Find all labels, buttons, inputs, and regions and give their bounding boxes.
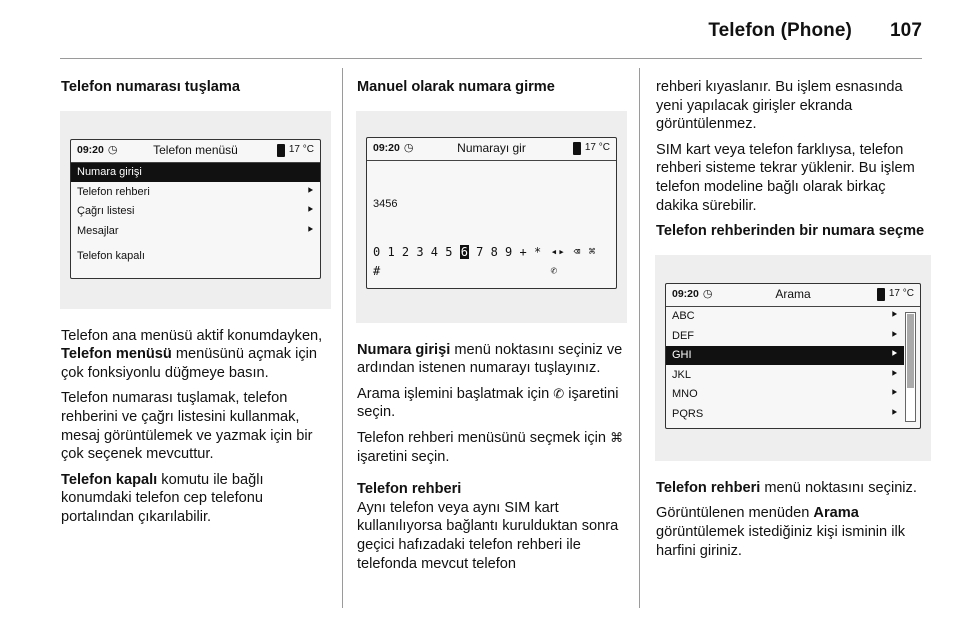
clock-time: 09:20 bbox=[672, 288, 699, 301]
chevron-right-icon: ⯈ bbox=[306, 185, 314, 197]
menu-item-label: Çağrı listesi bbox=[77, 205, 135, 218]
text: işaretini seçin. bbox=[357, 448, 450, 465]
clock-time: 09:20 bbox=[77, 144, 104, 157]
chevron-right-icon: ⯈ bbox=[306, 224, 314, 236]
temperature-value: 17 °C bbox=[288, 144, 314, 156]
column-3 bbox=[656, 78, 931, 567]
text: Arama işlemini başlatmak için bbox=[357, 385, 554, 402]
section-heading-manual: Manuel olarak numara girme bbox=[357, 79, 555, 95]
status-bar bbox=[367, 138, 616, 161]
column-2 bbox=[357, 78, 627, 580]
scrollbar-thumb[interactable] bbox=[907, 314, 914, 388]
screenshot-phone-menu bbox=[60, 111, 331, 309]
paragraph: Aynı telefon veya aynı SIM kart kullanılıyorsa bağlantı kurulduktan sonra geçici hafızadaki telefon rehberi ile telefonda mevcut telefon bbox=[357, 499, 619, 572]
page-number: 107 bbox=[889, 20, 922, 41]
menu-item[interactable] bbox=[666, 326, 904, 346]
menu-item[interactable] bbox=[71, 202, 320, 222]
screen-title: Arama bbox=[775, 287, 811, 302]
text: görüntülemek istediğiniz kişi isminin ilk harfini giriniz. bbox=[656, 523, 905, 559]
menu-item-label: Telefon rehberi bbox=[77, 185, 150, 198]
paragraph: SIM kart veya telefon farklıysa, telefon rehberi sisteme tekrar yüklenir. Bu işlem telefon modeline bağlı olarak birkaç dakika sürebilir. bbox=[656, 141, 915, 214]
scrollbar[interactable] bbox=[905, 312, 916, 422]
status-bar bbox=[666, 284, 920, 307]
menu-item-label: ABC bbox=[672, 310, 695, 323]
chevron-right-icon: ⯈ bbox=[890, 388, 898, 400]
key-selected[interactable]: 6 bbox=[460, 245, 468, 259]
text: işaretini seçin. bbox=[357, 385, 619, 421]
menu-term: Telefon kapalı bbox=[61, 471, 158, 488]
menu-item-label: DEF bbox=[672, 329, 694, 342]
section-heading-phonebook: Telefon rehberi bbox=[357, 481, 462, 498]
section-heading-select: Telefon rehberinden bir numara seçme bbox=[656, 223, 925, 240]
chevron-right-icon: ⯈ bbox=[890, 349, 898, 361]
menu-item[interactable] bbox=[71, 221, 320, 241]
text: menü noktasını seçiniz ve ardından istenen numarayı tuşlayınız. bbox=[357, 341, 623, 377]
status-bar bbox=[71, 140, 320, 163]
paragraph bbox=[656, 504, 931, 560]
phonebook-icon: ⌘ bbox=[610, 429, 624, 445]
temperature-value: 17 °C bbox=[888, 288, 914, 300]
keypad-row bbox=[367, 245, 616, 278]
clock-icon: ◷ bbox=[702, 288, 713, 301]
display-screen bbox=[366, 137, 617, 289]
menu-item[interactable] bbox=[666, 346, 904, 366]
menu-term: Telefon rehberi bbox=[656, 479, 761, 496]
header-title: Telefon (Phone) bbox=[708, 20, 852, 41]
text: Telefon rehberi menüsünü seçmek için bbox=[357, 429, 611, 446]
column-divider-2 bbox=[639, 68, 640, 608]
menu-term: Telefon menüsü bbox=[61, 346, 172, 363]
paragraph: Telefon numarası tuşlamak, telefon rehberini ve çağrı listesini kullanmak, mesaj görüntülemek ve yazmak için bir çok seçenek mevcuttur. bbox=[61, 390, 313, 463]
header-divider bbox=[60, 58, 922, 59]
call-icon: ✆ bbox=[553, 385, 565, 401]
menu-item[interactable] bbox=[666, 385, 904, 405]
chevron-right-icon: ⯈ bbox=[890, 310, 898, 322]
menu-term: Numara girişi bbox=[357, 341, 451, 358]
menu-item-label: PQRS bbox=[672, 407, 704, 420]
keypad-digits bbox=[373, 243, 551, 280]
keypad-action-icons[interactable]: ◂▸ ⌫ ⌘ ✆ bbox=[550, 245, 597, 277]
chevron-right-icon: ⯈ bbox=[890, 368, 898, 380]
column-divider-1 bbox=[342, 68, 343, 608]
display-screen bbox=[70, 139, 321, 279]
text: komutu ile bağlı konumdaki telefon cep telefonu portalından çıkarılabilir. bbox=[61, 471, 264, 525]
temperature-value: 17 °C bbox=[584, 142, 610, 154]
paragraph bbox=[656, 479, 931, 498]
page-header bbox=[708, 20, 922, 42]
screen-title: Numarayı gir bbox=[457, 141, 526, 156]
menu-item-label: Mesajlar bbox=[77, 224, 119, 237]
screen-title: Telefon menüsü bbox=[153, 143, 238, 158]
text: menü noktasını seçiniz. bbox=[760, 479, 917, 496]
menu-item[interactable] bbox=[71, 182, 320, 202]
screenshot-number-entry bbox=[356, 111, 627, 323]
menu-item[interactable] bbox=[666, 404, 904, 424]
clock-icon: ◷ bbox=[107, 144, 118, 157]
screenshot-search bbox=[655, 255, 931, 461]
chevron-right-icon: ⯈ bbox=[890, 407, 898, 419]
paragraph bbox=[357, 429, 627, 466]
menu-item-label: GHI bbox=[672, 349, 692, 362]
keys[interactable]: 0 1 2 3 4 5 bbox=[373, 245, 460, 259]
menu-item-label: MNO bbox=[672, 388, 698, 401]
paragraph bbox=[357, 341, 627, 378]
clock-time: 09:20 bbox=[373, 142, 400, 155]
menu-item-label: Telefon kapalı bbox=[77, 250, 145, 263]
text: Telefon ana menüsü aktif konumdayken, bbox=[61, 327, 323, 344]
menu-item[interactable] bbox=[71, 247, 320, 267]
search-letter-list bbox=[666, 307, 920, 424]
chevron-right-icon: ⯈ bbox=[306, 205, 314, 217]
menu-item[interactable] bbox=[666, 365, 904, 385]
menu-item-label: JKL bbox=[672, 368, 691, 381]
paragraph bbox=[61, 471, 331, 527]
text: Görüntülenen menüden bbox=[656, 505, 814, 522]
clock-icon: ◷ bbox=[403, 142, 414, 155]
entered-number: 3456 bbox=[373, 198, 398, 211]
phone-menu-list bbox=[71, 163, 320, 267]
menu-item[interactable] bbox=[666, 307, 904, 327]
column-1 bbox=[61, 78, 331, 534]
display-screen bbox=[665, 283, 921, 429]
paragraph: rehberi kıyaslanır. Bu işlem esnasında yeni yapılacak girişler ekranda görüntülenmez. bbox=[656, 79, 903, 133]
menu-term: Arama bbox=[813, 505, 859, 522]
menu-item[interactable] bbox=[71, 163, 320, 183]
paragraph bbox=[61, 327, 331, 383]
section-heading-dial: Telefon numarası tuşlama bbox=[61, 79, 240, 95]
chevron-right-icon: ⯈ bbox=[890, 329, 898, 341]
menu-item-label: Numara girişi bbox=[77, 166, 142, 179]
paragraph bbox=[357, 385, 627, 422]
text: menüsünü açmak için çok fonksiyonlu düğmeye basın. bbox=[61, 346, 318, 381]
keys[interactable]: 7 8 9 + * # bbox=[373, 245, 542, 278]
